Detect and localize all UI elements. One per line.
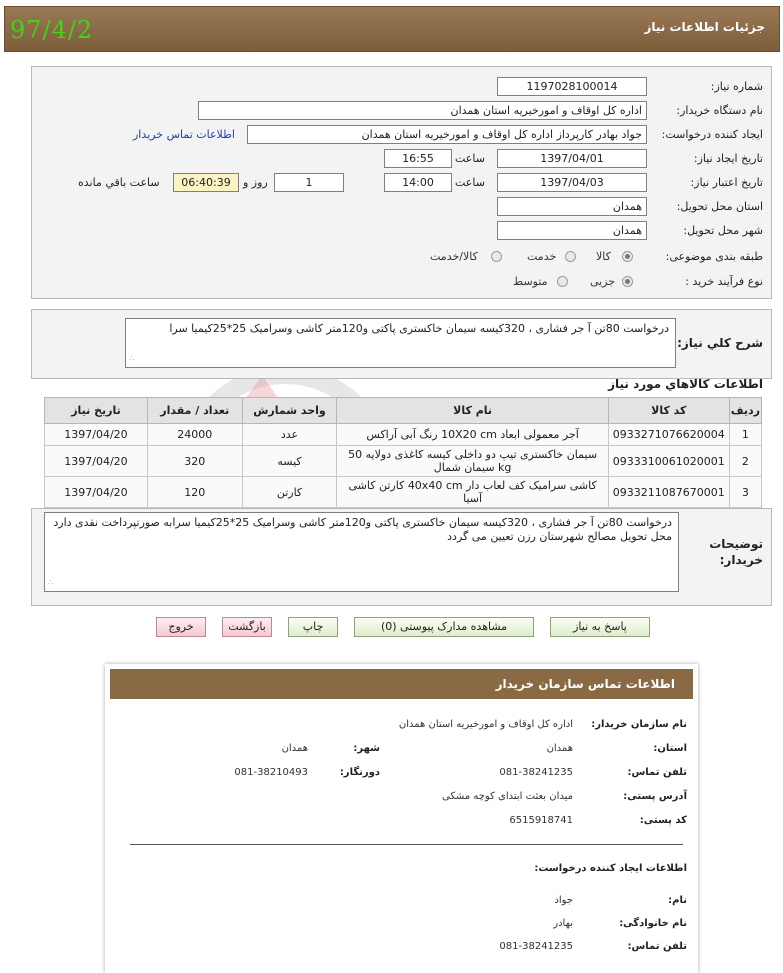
province-label: استان محل تحویل: — [676, 200, 763, 213]
cell-unit: کارتن — [242, 477, 337, 508]
category-both-radio[interactable] — [491, 251, 502, 262]
contact-phone-label: تلفن تماس: — [627, 767, 687, 778]
buyer-org-field[interactable]: اداره کل اوقاف و امورخیریه استان همدان — [198, 101, 647, 120]
province-field[interactable]: همدان — [497, 197, 647, 216]
need-number-label: شماره نیاز: — [710, 80, 763, 93]
process-label: نوع فرآیند خرید : — [685, 275, 763, 288]
cell-date: 1397/04/20 — [45, 424, 148, 446]
cell-row: 3 — [729, 477, 761, 508]
category-service-radio[interactable] — [565, 251, 576, 262]
days-label: روز و — [243, 176, 268, 189]
cell-qty: 120 — [147, 477, 242, 508]
cell-unit: عدد — [242, 424, 337, 446]
contact-city-value: همدان — [281, 743, 308, 754]
buyer-contact-card — [105, 664, 698, 973]
city-field[interactable]: همدان — [497, 221, 647, 240]
buyer-org-label: نام دستگاه خریدار: — [676, 104, 763, 117]
deadline-time-field[interactable]: 14:00 — [384, 173, 452, 192]
category-label: طبقه بندی موضوعی: — [665, 250, 763, 263]
col-qty: تعداد / مقدار — [147, 398, 242, 424]
requester-label: ایجاد کننده درخواست: — [661, 128, 763, 141]
handwritten-date-stamp: 97/4/2 — [10, 16, 94, 44]
cell-qty: 320 — [147, 446, 242, 477]
summary-textarea[interactable] — [125, 318, 676, 368]
cell-name: سیمان خاکستری تیپ دو داخلی کیسه کاغذی دولایه 50 kg سیمان شمال — [337, 446, 608, 477]
print-button[interactable]: چاپ — [288, 617, 338, 637]
buyer-notes-label — [711, 536, 763, 568]
contact-org-label: نام سازمان خریدار: — [591, 719, 687, 730]
items-header-row — [45, 398, 762, 424]
contact-divider — [130, 844, 683, 845]
created-date-field[interactable]: 1397/04/01 — [497, 149, 647, 168]
cell-name: آجر معمولی ابعاد 10X20 cm رنگ آبی آراکس — [337, 424, 608, 446]
cell-date: 1397/04/20 — [45, 446, 148, 477]
category-both-label: کالا/خدمت — [430, 250, 478, 263]
created-time-field[interactable]: 16:55 — [384, 149, 452, 168]
category-service-label: خدمت — [527, 250, 557, 263]
col-name: نام کالا — [337, 398, 608, 424]
process-medium-radio[interactable] — [557, 276, 568, 287]
table-row — [45, 424, 762, 446]
cell-code: 0933271076620004 — [608, 424, 729, 446]
process-minor-label: جزیی — [590, 275, 616, 288]
resize-grip-icon[interactable]: ∴ — [129, 354, 134, 363]
process-minor-radio[interactable] — [622, 276, 633, 287]
cell-row: 2 — [729, 446, 761, 477]
resize-grip-icon[interactable]: ∴ — [48, 578, 53, 587]
contact-postal-label: کد پستی: — [639, 815, 687, 826]
cell-qty: 24000 — [147, 424, 242, 446]
buyer-notes-label-text: توضیحات خریدار: — [709, 537, 763, 567]
creator-first-value: جواد — [554, 895, 573, 906]
back-button[interactable]: بازگشت — [222, 617, 272, 637]
deadline-time-label: ساعت — [455, 176, 485, 189]
created-date-label: تاریخ ایجاد نیاز: — [693, 152, 763, 165]
buyer-notes-text: درخواست 80تن آ جر فشاری ، 320کیسه سیمان خاکستری پاکتی و120متر کاشی وسرامیک 25*25کیمیا سرابه صورتپرداخت نقدی دارد محل تحویل مصالح شهرستان رزن تعیین می گردد — [53, 516, 672, 543]
creator-last-value: بهادر — [553, 918, 573, 929]
buyer-contact-header — [110, 669, 693, 699]
buyer-contact-link[interactable]: اطلاعات تماس خریدار — [133, 128, 235, 141]
city-label: شهر محل تحویل: — [683, 224, 763, 237]
contact-province-value: همدان — [546, 743, 573, 754]
contact-postal-value: 6515918741 — [509, 815, 573, 826]
contact-fax-label: دورنگار: — [339, 767, 380, 778]
summary-text: درخواست 80تن آ جر فشاری ، 320کیسه سیمان خاکستری پاکتی و120متر کاشی وسرامیک 25*25کیمیا سرا — [169, 322, 669, 335]
requester-field[interactable]: جواد بهادر کارپرداز اداره کل اوقاف و امورخیریه استان همدان — [247, 125, 647, 144]
page-header — [4, 6, 780, 52]
contact-province-label: استان: — [653, 743, 687, 754]
contact-city-label: شهر: — [353, 743, 380, 754]
cell-unit: کیسه — [242, 446, 337, 477]
category-goods-radio[interactable] — [622, 251, 633, 262]
items-table — [44, 397, 762, 508]
cell-code: 0933310061020001 — [608, 446, 729, 477]
process-medium-label: متوسط — [513, 275, 548, 288]
cell-row: 1 — [729, 424, 761, 446]
col-code: کد کالا — [608, 398, 729, 424]
attachments-button[interactable]: مشاهده مدارک پیوستی (0) — [354, 617, 534, 637]
contact-fax-value: 081-38210493 — [234, 767, 308, 778]
cell-code: 0933211087670001 — [608, 477, 729, 508]
creator-phone-label: تلفن تماس: — [627, 941, 687, 952]
cell-date: 1397/04/20 — [45, 477, 148, 508]
contact-address-label: آدرس پستی: — [623, 791, 687, 802]
exit-button[interactable]: خروج — [156, 617, 206, 637]
reply-button[interactable]: پاسخ به نیاز — [550, 617, 650, 637]
time-remaining-label: ساعت باقي مانده — [78, 176, 160, 189]
creator-phone-value: 081-38241235 — [499, 941, 573, 952]
summary-label: شرح کلي نياز: — [677, 336, 763, 350]
deadline-label: تاریخ اعتبار نیاز: — [690, 176, 763, 189]
buyer-notes-textarea[interactable] — [44, 512, 679, 592]
contact-phone-value: 081-38241235 — [499, 767, 573, 778]
col-row: رديف — [729, 398, 761, 424]
deadline-date-field[interactable]: 1397/04/03 — [497, 173, 647, 192]
col-date: تاريخ نياز — [45, 398, 148, 424]
creator-last-label: نام خانوادگی: — [619, 918, 687, 929]
cell-name: کاشی سرامیک کف لعاب دار 40x40 cm کارتن کاشی آسیا — [337, 477, 608, 508]
created-time-label: ساعت — [455, 152, 485, 165]
creator-first-label: نام: — [668, 895, 687, 906]
contact-org-value: اداره کل اوقاف و امورخیریه استان همدان — [398, 719, 573, 730]
buyer-contact-title: اطلاعات تماس سازمان خریدار — [495, 677, 675, 691]
days-remaining-field[interactable]: 1 — [274, 173, 344, 192]
contact-address-value: میدان بعثت ابتدای کوچه مشکی — [442, 791, 573, 802]
table-row — [45, 446, 762, 477]
creator-title: اطلاعات ایجاد کننده درخواست: — [534, 863, 687, 874]
need-number-field[interactable]: 1197028100014 — [497, 77, 647, 96]
items-title: اطلاعات کالاهاي مورد نياز — [608, 377, 763, 391]
table-row — [45, 477, 762, 508]
col-unit: واحد شمارش — [242, 398, 337, 424]
page-title: جزئیات اطلاعات نیاز — [644, 20, 765, 34]
category-goods-label: کالا — [596, 250, 611, 263]
time-remaining-field: 06:40:39 — [173, 173, 239, 192]
